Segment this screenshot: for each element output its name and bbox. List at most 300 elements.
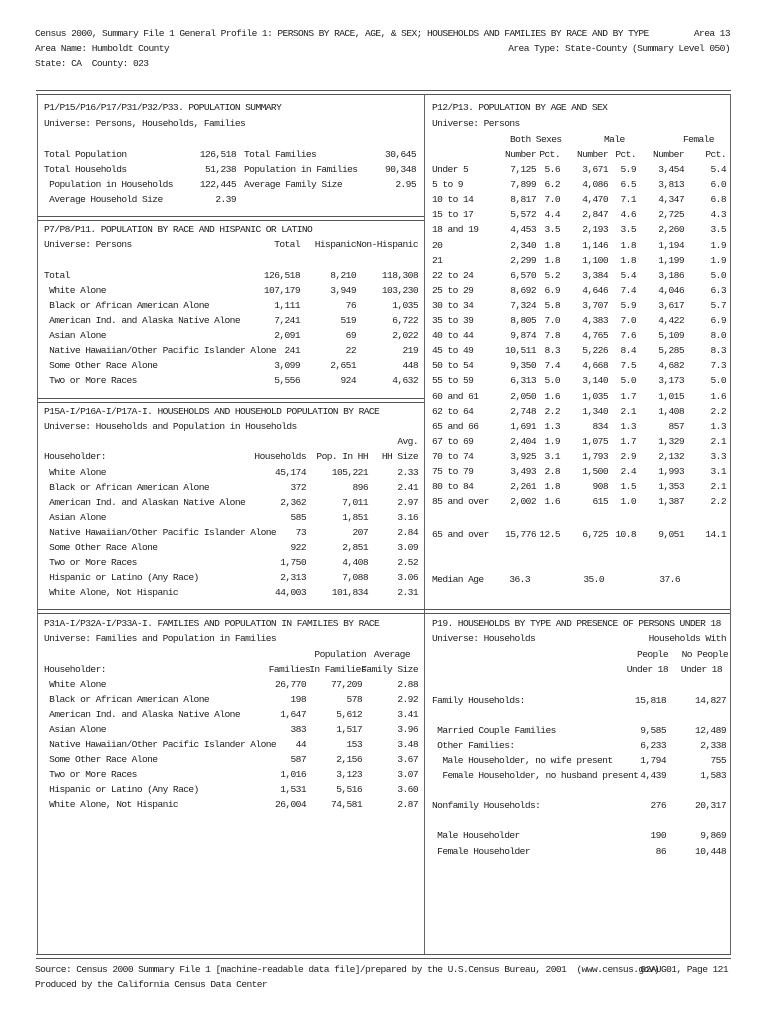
row-value: 30,645 [385, 149, 416, 160]
row-value: 126,518 [199, 149, 236, 160]
female-number: 3,186 [658, 269, 684, 281]
male-number: 1,793 [582, 450, 608, 462]
female-pct: 5.7 [710, 299, 726, 311]
row-label: Nonfamily Households: [432, 800, 541, 811]
row-label: Female Householder, no husband present [432, 770, 639, 781]
row-label: Some Other Race Alone [44, 542, 158, 553]
female-pct: 5.4 [710, 164, 726, 175]
female-pct: 3.3 [710, 450, 726, 462]
row-label: Total Families [244, 149, 317, 160]
cell-hispanic: 22 [345, 345, 356, 356]
col-header-under18: Under 18 [626, 664, 668, 675]
both-number: 6,570 [510, 269, 536, 281]
male-number: 1,035 [582, 390, 608, 402]
cell-size: 2.84 [397, 527, 418, 538]
female-number: 3,813 [658, 179, 684, 191]
female-number: 4,422 [658, 315, 684, 326]
cell-size: 2.97 [397, 497, 418, 508]
male-number: 3,140 [582, 375, 608, 387]
col-header-average: Average [373, 649, 410, 660]
both-pct: 1.3 [544, 420, 560, 432]
both-number: 10,511 [505, 345, 536, 357]
age-group-label: 20 [432, 239, 443, 251]
row-value: 2.95 [395, 179, 416, 190]
both-pct: 1.8 [544, 481, 560, 493]
male-number: 1,146 [582, 239, 608, 251]
both-number: 2,299 [510, 254, 536, 266]
both-number: 2,261 [510, 481, 536, 493]
female-pct: 3.5 [710, 224, 726, 236]
row-label: Two or More Races [44, 375, 137, 386]
cell-households: 1,750 [280, 557, 306, 568]
row-label: Hispanic or Latino (Any Race) [44, 572, 199, 583]
age-group-label: 55 to 59 [432, 375, 474, 387]
cell-nonhispanic: 448 [402, 360, 418, 371]
cell-households: 372 [290, 482, 306, 493]
both-number: 9,874 [510, 330, 536, 342]
col-header-pct: Pct. [539, 149, 560, 160]
row-value: 2.39 [215, 194, 236, 205]
both-number: 8,692 [510, 284, 536, 296]
female-number: 1,353 [658, 481, 684, 493]
cell-pop: 1,851 [342, 512, 368, 523]
both-number: 1,691 [510, 420, 536, 432]
both-pct: 3.5 [544, 224, 560, 236]
row-label: Population in Families [244, 164, 358, 175]
area-number: Area 13 [693, 28, 730, 39]
row-label: Average Household Size [44, 194, 163, 205]
row-label: Two or More Races [44, 557, 137, 568]
row-label: Black or African American Alone [44, 482, 210, 493]
householder-label: Householder: [44, 451, 106, 462]
over65-label: 65 and over [432, 529, 489, 540]
female-pct: 4.3 [710, 209, 726, 221]
cell-nonhispanic: 118,308 [381, 270, 418, 281]
both-pct: 3.1 [544, 450, 560, 462]
female-number: 1,199 [658, 254, 684, 266]
female-pct: 6.0 [710, 179, 726, 191]
over65-female-number: 9,051 [658, 529, 684, 540]
male-number: 4,765 [582, 330, 608, 342]
row-label: Total Households [44, 164, 127, 175]
row-label: Native Hawaiian/Other Pacific Islander Alone [44, 739, 277, 750]
male-pct: 6.5 [620, 179, 636, 191]
state-county: State: CA County: 023 [35, 58, 149, 69]
male-pct: 2.1 [620, 405, 636, 417]
col-header-hispanic: Hispanic [314, 239, 356, 250]
male-number: 615 [592, 496, 608, 508]
cell-households: 44,003 [275, 587, 306, 598]
section-universe: Universe: Persons [432, 118, 520, 129]
male-number: 3,384 [582, 269, 608, 281]
both-number: 6,313 [510, 375, 536, 387]
col-header-in-families: In Families [309, 664, 366, 675]
both-number: 7,324 [510, 299, 536, 311]
female-pct: 5.0 [710, 375, 726, 387]
age-group-label: 62 to 64 [432, 405, 474, 417]
age-group-label: 22 to 24 [432, 269, 474, 281]
cell-pop: 101,834 [331, 587, 368, 598]
female-pct: 1.9 [710, 254, 726, 266]
cell-households: 2,362 [280, 497, 306, 508]
male-pct: 7.4 [620, 284, 636, 296]
cell-size: 3.96 [397, 724, 418, 735]
col-header-pop-in-hh: Pop. In HH [316, 451, 368, 462]
over65-male-number: 6,725 [582, 529, 608, 540]
cell-pop: 5,612 [336, 709, 362, 720]
male-pct: 4.6 [620, 209, 636, 221]
both-number: 2,002 [510, 496, 536, 508]
section-universe: Universe: Households and Population in Households [44, 421, 297, 432]
female-pct: 8.0 [710, 330, 726, 342]
cell-size: 2.33 [397, 467, 418, 478]
male-number: 834 [592, 420, 608, 432]
cell-size: 3.16 [397, 512, 418, 523]
row-label: Native Hawaiian/Other Pacific Islander Alone [44, 345, 277, 356]
male-number: 1,075 [582, 435, 608, 447]
cell-total: 1,111 [274, 300, 300, 311]
both-pct: 8.3 [544, 345, 560, 357]
female-number: 4,347 [658, 194, 684, 206]
male-pct: 1.8 [620, 239, 636, 251]
age-group-label: 65 and 66 [432, 420, 479, 432]
cell-families: 198 [290, 694, 306, 705]
female-number: 5,285 [658, 345, 684, 357]
cell-pop: 7,011 [342, 497, 368, 508]
age-group-label: 45 to 49 [432, 345, 474, 357]
median-age-female: 37.6 [659, 574, 680, 585]
male-number: 3,707 [582, 299, 608, 311]
both-pct: 1.6 [544, 390, 560, 402]
cell-total: 7,241 [274, 315, 300, 326]
male-pct: 7.1 [620, 194, 636, 206]
source-note: Source: Census 2000 Summary File 1 [machine-readable data file]/prepared by the U.S.Census Bureau, 2001 (www.census.gov) [35, 964, 660, 975]
both-pct: 5.8 [544, 299, 560, 311]
col-header-male: Male [604, 134, 625, 145]
row-label: Hispanic or Latino (Any Race) [44, 784, 199, 795]
female-pct: 1.9 [710, 239, 726, 251]
cell-size: 2.31 [397, 587, 418, 598]
cell-total: 2,091 [274, 330, 300, 341]
both-pct: 6.2 [544, 179, 560, 191]
female-number: 1,387 [658, 496, 684, 508]
median-age-label: Median Age [432, 574, 484, 585]
col-header-number: Number [577, 149, 608, 160]
cell-without-children: 2,338 [700, 740, 726, 751]
both-pct: 7.0 [544, 194, 560, 206]
female-number: 1,329 [658, 435, 684, 447]
both-number: 2,748 [510, 405, 536, 417]
section-rule-3 [37, 609, 730, 614]
row-label: American Ind. and Alaskan Native Alone [44, 497, 246, 508]
male-number: 4,668 [582, 360, 608, 372]
section-title: P19. HOUSEHOLDS BY TYPE AND PRESENCE OF PERSONS UNDER 18 [432, 618, 721, 629]
male-pct: 1.7 [620, 390, 636, 402]
col-header-female: Female [683, 134, 714, 145]
section-rule-1 [37, 216, 424, 221]
row-label: American Ind. and Alaska Native Alone [44, 709, 240, 720]
cell-pop: 578 [346, 694, 362, 705]
female-number: 857 [668, 420, 684, 432]
female-pct: 6.9 [710, 315, 726, 326]
cell-families: 1,531 [280, 784, 306, 795]
col-header-population: Population [314, 649, 366, 660]
age-group-label: 5 to 9 [432, 179, 463, 191]
cell-with-children: 6,233 [640, 740, 666, 751]
both-pct: 1.6 [544, 496, 560, 508]
row-label: Black or African American Alone [44, 694, 210, 705]
both-number: 3,493 [510, 466, 536, 477]
cell-hispanic: 76 [345, 300, 356, 311]
row-value: 51,238 [205, 164, 236, 175]
col-header-under18: Under 18 [680, 664, 722, 675]
cell-pop: 4,408 [342, 557, 368, 568]
both-pct: 2.8 [544, 466, 560, 477]
over65-male-pct: 10.8 [615, 529, 636, 540]
producer-note: Produced by the California Census Data Center [35, 979, 268, 990]
female-pct: 3.1 [710, 466, 726, 477]
row-label: Native Hawaiian/Other Pacific Islander Alone [44, 527, 277, 538]
cell-pop: 5,516 [336, 784, 362, 795]
cell-households: 45,174 [275, 467, 306, 478]
row-label: White Alone, Not Hispanic [44, 587, 179, 598]
cell-families: 44 [295, 739, 306, 750]
over65-both-number: 15,776 [505, 529, 536, 540]
section-universe: Universe: Persons, Households, Families [44, 118, 246, 129]
cell-hispanic: 519 [340, 315, 356, 326]
both-number: 5,572 [510, 209, 536, 221]
row-label: White Alone [44, 679, 106, 690]
female-pct: 2.1 [710, 435, 726, 447]
male-pct: 5.4 [620, 269, 636, 281]
cell-with-children: 276 [650, 800, 666, 811]
age-group-label: 75 to 79 [432, 466, 474, 477]
male-pct: 2.4 [620, 466, 636, 477]
age-group-label: 15 to 17 [432, 209, 474, 221]
col-header-pct: Pct. [615, 149, 636, 160]
col-header-households: Households [254, 451, 306, 462]
both-pct: 7.4 [544, 360, 560, 372]
female-number: 1,015 [658, 390, 684, 402]
row-value: 90,348 [385, 164, 416, 175]
female-number: 2,725 [658, 209, 684, 221]
male-number: 908 [592, 481, 608, 493]
median-age-both: 36.3 [509, 574, 530, 585]
cell-size: 3.41 [397, 709, 418, 720]
age-group-label: 40 to 44 [432, 330, 474, 342]
cell-with-children: 1,794 [640, 755, 666, 766]
both-number: 8,817 [510, 194, 536, 206]
cell-without-children: 20,317 [695, 800, 726, 811]
both-number: 9,350 [510, 360, 536, 372]
row-label: White Alone [44, 285, 106, 296]
right-border [730, 94, 731, 954]
over65-female-pct: 14.1 [705, 529, 726, 540]
col-header-avg: Avg. [397, 436, 418, 447]
cell-size: 3.07 [397, 769, 418, 780]
date-page: 02AUG01, Page 121 [640, 964, 728, 975]
female-number: 4,046 [658, 284, 684, 296]
male-number: 1,340 [582, 405, 608, 417]
row-label: Male Householder, no wife present [432, 755, 613, 766]
female-number: 5,109 [658, 330, 684, 342]
cell-without-children: 12,489 [695, 725, 726, 736]
cell-with-children: 190 [650, 830, 666, 841]
row-label: Other Families: [432, 740, 515, 751]
age-group-label: 70 to 74 [432, 450, 474, 462]
col-header-number: Number [653, 149, 684, 160]
cell-nonhispanic: 1,035 [392, 300, 418, 311]
cell-families: 26,004 [275, 799, 306, 810]
cell-size: 2.52 [397, 557, 418, 568]
row-label: Total Population [44, 149, 127, 160]
col-header-total: Total [274, 239, 300, 250]
male-pct: 7.0 [620, 315, 636, 326]
both-number: 3,925 [510, 450, 536, 462]
cell-nonhispanic: 4,632 [392, 375, 418, 386]
both-number: 2,340 [510, 239, 536, 251]
cell-total: 126,518 [263, 270, 300, 281]
both-pct: 1.9 [544, 435, 560, 447]
both-pct: 7.0 [544, 315, 560, 326]
row-label: Some Other Race Alone [44, 360, 158, 371]
cell-without-children: 1,583 [700, 770, 726, 781]
cell-nonhispanic: 103,230 [381, 285, 418, 296]
cell-nonhispanic: 6,722 [392, 315, 418, 326]
col-header-hh-size: HH Size [381, 451, 418, 462]
male-number: 4,086 [582, 179, 608, 191]
both-number: 4,453 [510, 224, 536, 236]
row-label: White Alone [44, 467, 106, 478]
row-label: Some Other Race Alone [44, 754, 158, 765]
over65-both-pct: 12.5 [539, 529, 560, 540]
female-number: 1,194 [658, 239, 684, 251]
male-pct: 7.5 [620, 360, 636, 372]
row-value: 122,445 [199, 179, 236, 190]
male-pct: 3.5 [620, 224, 636, 236]
female-pct: 1.6 [710, 390, 726, 402]
col-header-pct: Pct. [705, 149, 726, 160]
age-group-label: 21 [432, 254, 443, 266]
female-pct: 2.2 [710, 496, 726, 508]
row-label: Asian Alone [44, 330, 106, 341]
cell-with-children: 86 [655, 846, 666, 857]
both-pct: 5.6 [544, 164, 560, 175]
cell-total: 3,099 [274, 360, 300, 371]
cell-households: 922 [290, 542, 306, 553]
male-number: 2,193 [582, 224, 608, 236]
col-header-households-with: Households With [648, 633, 726, 644]
cell-pop: 3,123 [336, 769, 362, 780]
cell-families: 1,647 [280, 709, 306, 720]
male-pct: 1.5 [620, 481, 636, 493]
both-pct: 6.9 [544, 284, 560, 296]
female-number: 3,617 [658, 299, 684, 311]
cell-size: 2.92 [397, 694, 418, 705]
cell-households: 585 [290, 512, 306, 523]
cell-total: 107,179 [263, 285, 300, 296]
cell-pop: 77,209 [331, 679, 362, 690]
row-label: Average Family Size [244, 179, 342, 190]
cell-size: 3.48 [397, 739, 418, 750]
cell-with-children: 9,585 [640, 725, 666, 736]
row-label: Male Householder [432, 830, 520, 841]
female-number: 2,260 [658, 224, 684, 236]
male-number: 3,671 [582, 164, 608, 175]
both-pct: 5.0 [544, 375, 560, 387]
householder-label: Householder: [44, 664, 106, 675]
female-number: 3,454 [658, 164, 684, 175]
female-pct: 6.3 [710, 284, 726, 296]
cell-households: 73 [295, 527, 306, 538]
age-group-label: 35 to 39 [432, 315, 474, 326]
cell-families: 1,016 [280, 769, 306, 780]
section-title: P31A-I/P32A-I/P33A-I. FAMILIES AND POPULATION IN FAMILIES BY RACE [44, 618, 380, 629]
cell-size: 3.67 [397, 754, 418, 765]
cell-families: 383 [290, 724, 306, 735]
female-number: 2,132 [658, 450, 684, 462]
both-number: 8,805 [510, 315, 536, 326]
both-number: 2,404 [510, 435, 536, 447]
male-pct: 1.7 [620, 435, 636, 447]
male-pct: 8.4 [620, 345, 636, 357]
cell-pop: 105,221 [331, 467, 368, 478]
male-pct: 1.8 [620, 254, 636, 266]
cell-size: 2.88 [397, 679, 418, 690]
both-number: 2,050 [510, 390, 536, 402]
female-pct: 1.3 [710, 420, 726, 432]
cell-pop: 207 [352, 527, 368, 538]
male-number: 4,470 [582, 194, 608, 206]
section-rule-2 [37, 398, 424, 403]
cell-without-children: 755 [710, 755, 726, 766]
cell-size: 3.60 [397, 784, 418, 795]
both-pct: 7.8 [544, 330, 560, 342]
cell-nonhispanic: 2,022 [392, 330, 418, 341]
section-title: P12/P13. POPULATION BY AGE AND SEX [432, 102, 608, 113]
cell-size: 3.06 [397, 572, 418, 583]
cell-pop: 2,156 [336, 754, 362, 765]
row-label: White Alone, Not Hispanic [44, 799, 179, 810]
cell-without-children: 10,448 [695, 846, 726, 857]
row-label: Total [44, 270, 70, 281]
female-pct: 5.0 [710, 269, 726, 281]
female-number: 3,173 [658, 375, 684, 387]
cell-hispanic: 8,210 [330, 270, 356, 281]
male-pct: 5.0 [620, 375, 636, 387]
male-pct: 5.9 [620, 299, 636, 311]
cell-total: 241 [284, 345, 300, 356]
cell-without-children: 9,869 [700, 830, 726, 841]
section-universe: Universe: Families and Population in Families [44, 633, 277, 644]
row-label: Asian Alone [44, 512, 106, 523]
row-label: Asian Alone [44, 724, 106, 735]
cell-households: 2,313 [280, 572, 306, 583]
cell-pop: 1,517 [336, 724, 362, 735]
male-pct: 1.0 [620, 496, 636, 508]
age-group-label: 10 to 14 [432, 194, 474, 206]
col-header-no-people: No People [681, 649, 728, 660]
female-pct: 7.3 [710, 360, 726, 372]
age-group-label: 60 and 61 [432, 390, 479, 402]
area-type: Area Type: State-County (Summary Level 050) [508, 43, 730, 54]
age-group-label: 80 to 84 [432, 481, 474, 493]
female-number: 1,993 [658, 466, 684, 477]
cell-hispanic: 924 [340, 375, 356, 386]
center-divider [424, 94, 425, 954]
cell-families: 587 [290, 754, 306, 765]
male-pct: 5.9 [620, 164, 636, 175]
